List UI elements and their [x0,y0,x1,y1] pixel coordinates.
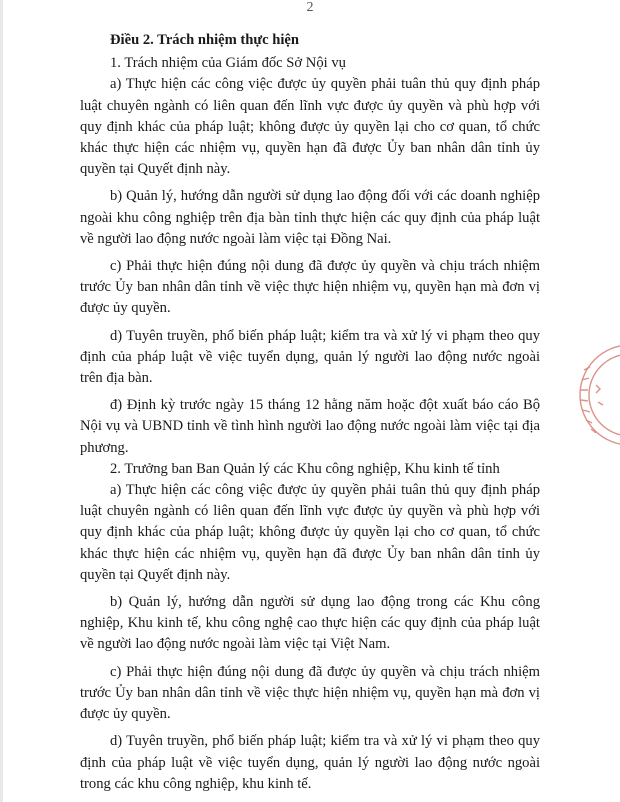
seal-stamp-icon [568,340,620,450]
document-body [80,30,540,795]
section-1-item-c: c) Phải thực hiện đúng nội dung đã được ủy quyền và chịu trách nhiệm trước Ủy ban nhân dân tỉnh về việc thực hiện nhiệm vụ, quyền hạn mà đơn vị được ủy quyền. [80,258,540,317]
section-2-item-d: d) Tuyên truyền, phổ biến pháp luật; kiểm tra và xử lý vi phạm theo quy định của pháp luật về việc tuyển dụng, quản lý người lao động nước ngoài trong các khu công nghiệp, khu kinh tế. [80,733,540,792]
section-1-item-b: b) Quản lý, hướng dẫn người sử dụng lao động đối với các doanh nghiệp ngoài khu công nghiệp trên địa bàn tỉnh thực hiện các quy định của pháp luật về người lao động nước ngoài làm việc tại Đồng Nai. [80,188,540,247]
seal-center-marks [596,385,603,405]
section-2-item-b: b) Quản lý, hướng dẫn người sử dụng lao động trong các Khu công nghiệp, Khu kinh tế, khu công nghệ cao thực hiện các quy định của pháp luật về người lao động nước ngoài làm việc tại Việt Nam. [80,594,540,653]
article-title: Điều 2. Trách nhiệm thực hiện [110,32,300,48]
section-2-item-c: c) Phải thực hiện đúng nội dung đã được ủy quyền và chịu trách nhiệm trước Ủy ban nhân dân tỉnh về việc thực hiện nhiệm vụ, quyền hạn mà đơn vị được ủy quyền. [80,663,540,723]
section-1-item-a: a) Thực hiện các công việc được ủy quyền phải tuân thủ quy định pháp luật chuyên ngành có liên quan đến lĩnh vực được ủy quyền và phù hợp với quy định khác của pháp luật; không được ủy quyền lại cho cơ quan, tổ chức khác thực hiện các nhiệm vụ, quyền hạn đã được Ủy ban nhân dân tỉnh ủy quyền tại Quyết định này. [80,76,540,178]
official-seal-fragment [568,340,620,450]
section-2-item-a: a) Thực hiện các công việc được ủy quyền phải tuân thủ quy định pháp luật chuyên ngành có liên quan đến lĩnh vực được ủy quyền và phù hợp với quy định khác của pháp luật; không được ủy quyền lại cho cơ quan, tổ chức khác thực hiện các nhiệm vụ, quyền hạn đã được Ủy ban nhân dân tỉnh ủy quyền tại Quyết định này. [80,482,540,583]
seal-inner-ring [589,354,620,436]
section-1-heading: 1. Trách nhiệm của Giám đốc Sở Nội vụ [110,55,346,72]
page-number: 2 [306,0,314,15]
section-1-item-d: d) Tuyên truyền, phổ biến pháp luật; kiểm tra và xử lý vi phạm theo quy định của pháp luật về việc tuyển dụng, quản lý người lao động nước ngoài trên địa bàn. [80,327,540,387]
scan-binding-edge [0,0,3,802]
seal-outer-ring [580,345,620,445]
section-2-heading: 2. Trưởng ban Ban Quản lý các Khu công nghiệp, Khu kinh tế tỉnh [110,460,500,477]
section-1-item-dd: đ) Định kỳ trước ngày 15 tháng 12 hằng năm hoặc đột xuất báo cáo Bộ Nội vụ và UBND tỉnh về tình hình người lao động nước ngoài làm việc tại địa phương. [80,397,540,456]
